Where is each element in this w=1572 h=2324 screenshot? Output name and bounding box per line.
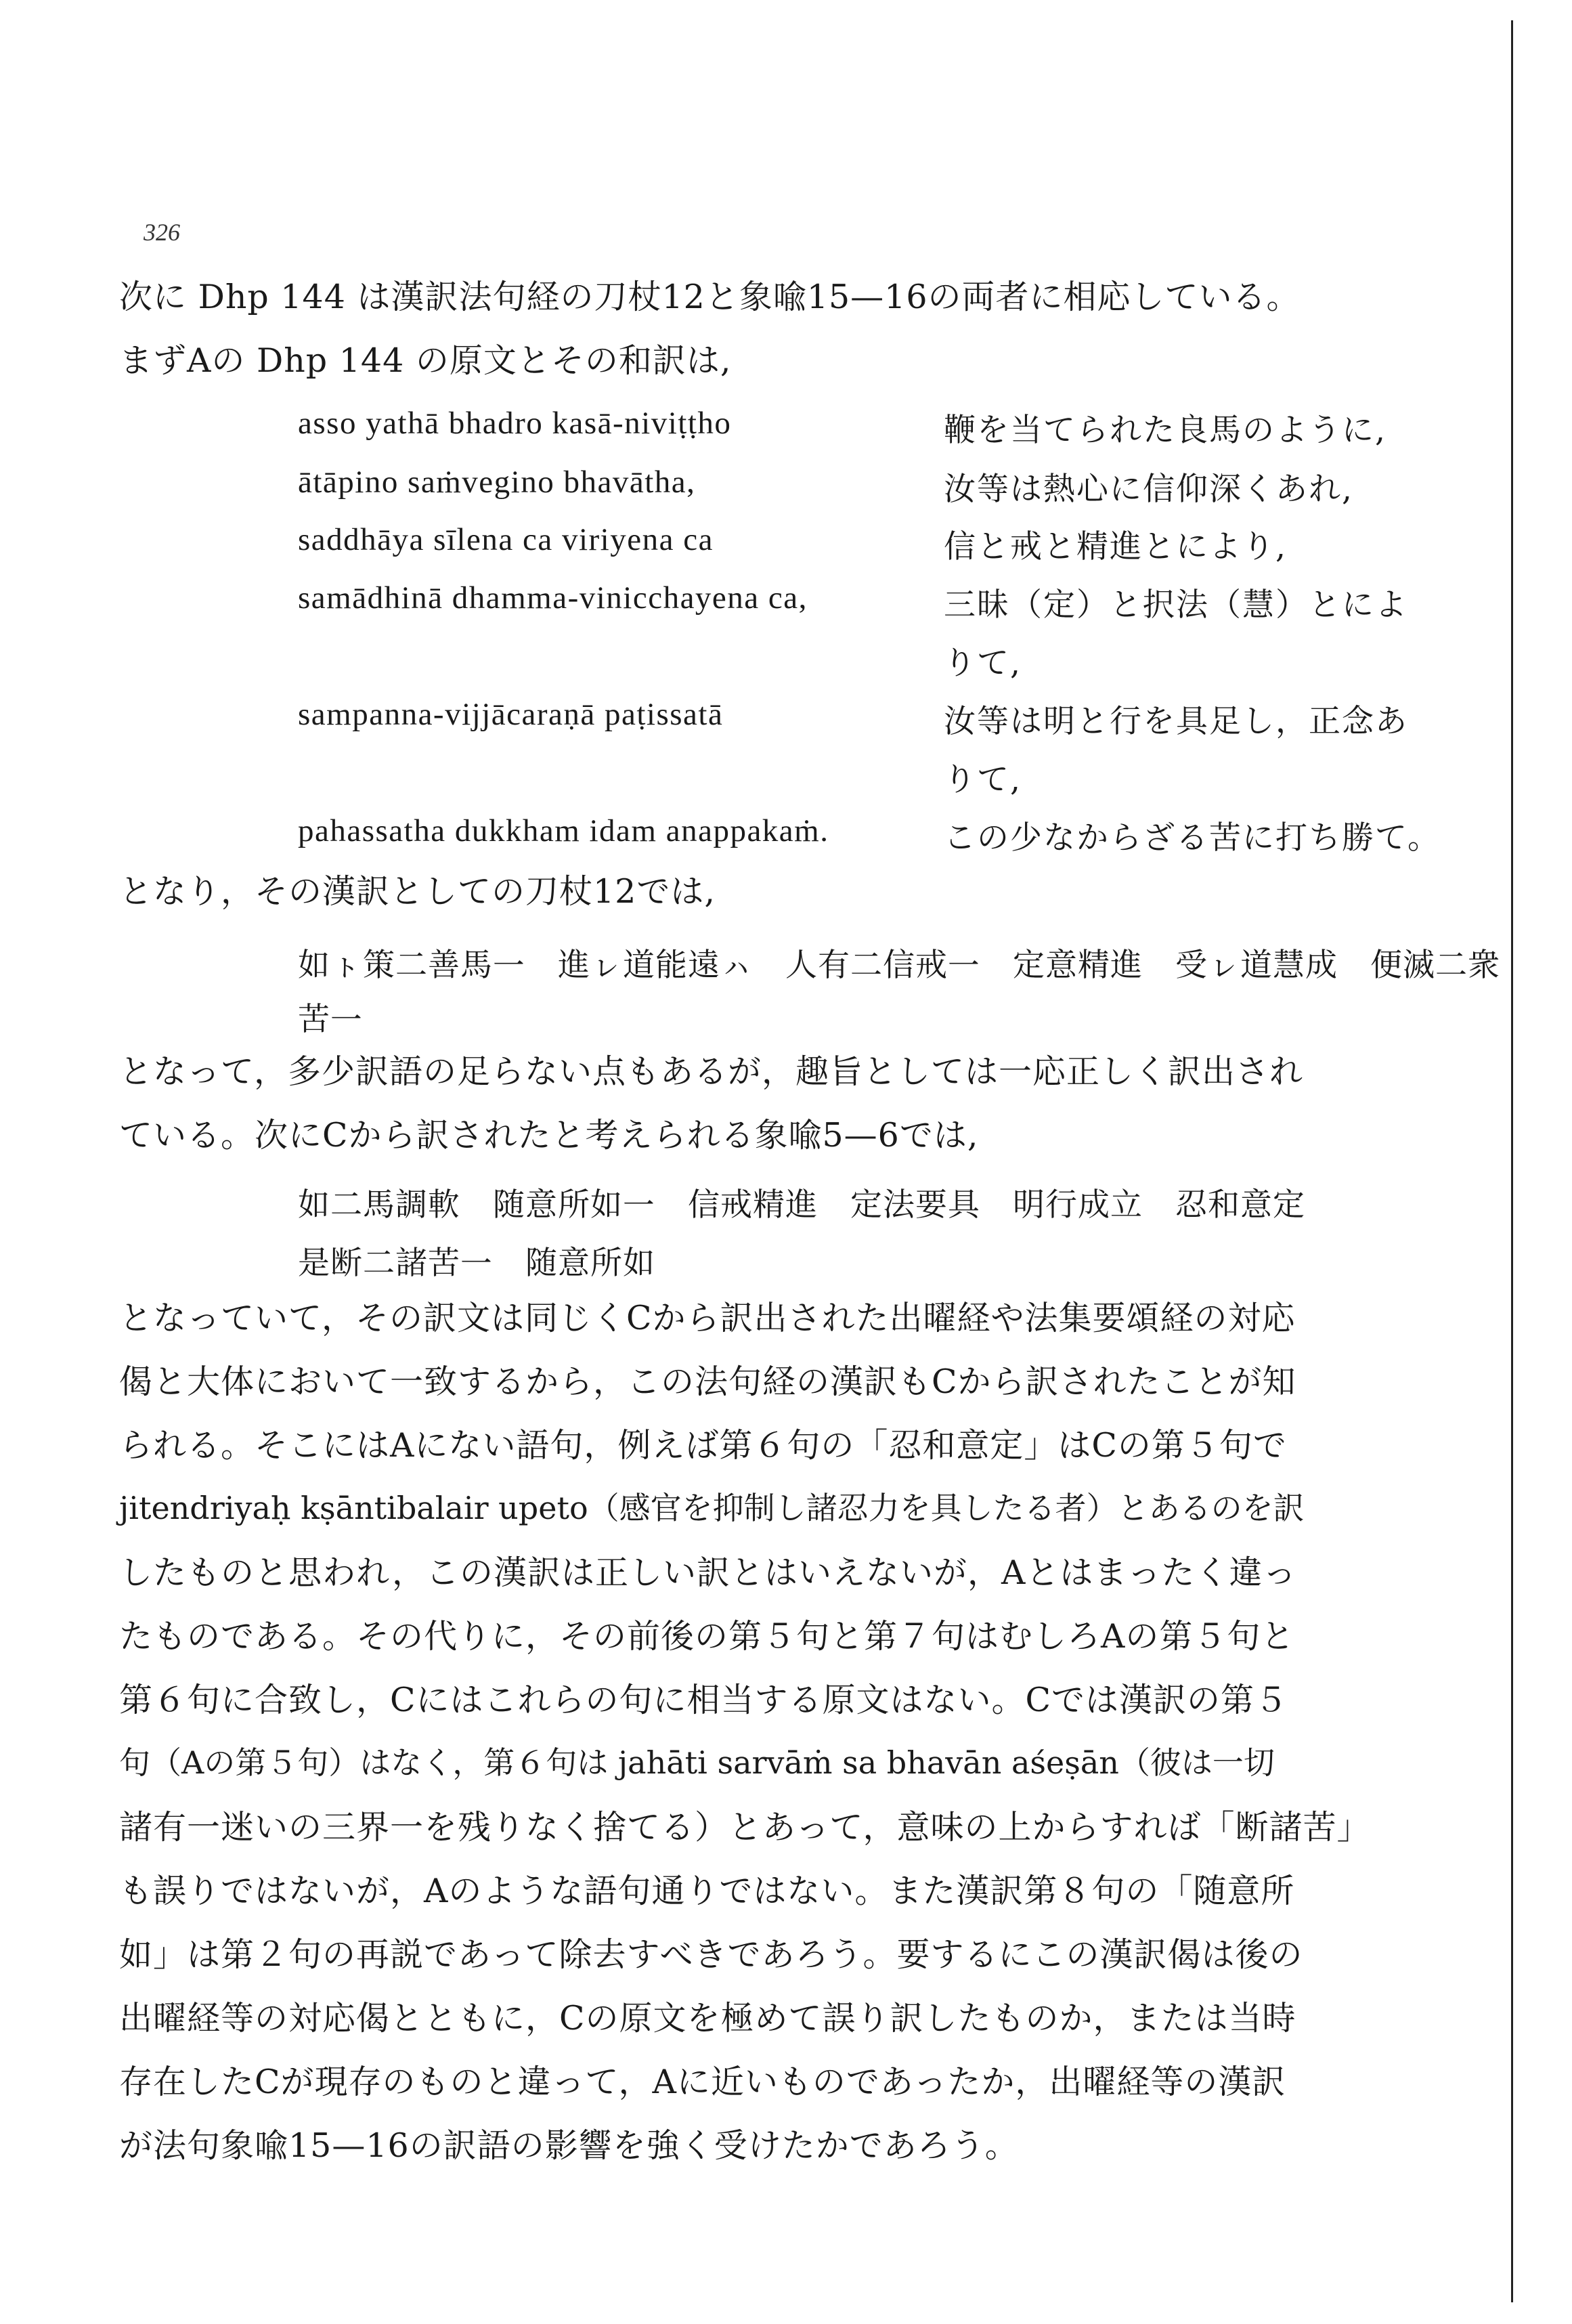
- pali-line: samādhinā dhamma-vinicchayena ca,: [298, 580, 808, 616]
- kanbun-line: 如ㇳ策㆓善馬㆒ 進ㇾ道能遠ㇵ 人有㆓信戒㆒ 定意精進 受ㇾ道慧成 便滅㆓衆: [298, 947, 1500, 984]
- kanbun-line: 如㆓馬調軟 随意所如㆒ 信戒精進 定法要具 明行成立 忍和意定: [298, 1186, 1305, 1224]
- pali-line: ātāpino saṁvegino bhavātha,: [298, 465, 696, 500]
- text-line: jitendriyaḥ kṣāntibalair upeto（感官を抑制し諸忍力を具したる者）とあるのを訳: [119, 1490, 1305, 1526]
- pali-line: pahassatha dukkham idam anappakaṁ.: [298, 813, 829, 848]
- translation-line: 信と戒と精進とにより,: [944, 528, 1287, 565]
- text-line: も誤りではないが，Aのような語句通りではない。また漢訳第８句の「随意所: [119, 1872, 1295, 1910]
- text-line: 次に Dhp 144 は漢訳法句経の刀杖12と象喩15—16の両者に相応している。: [119, 278, 1301, 316]
- translation-line: りて,: [944, 761, 1022, 798]
- translation-line: 三昧（定）と択法（慧）とによ: [944, 586, 1408, 624]
- translation-line: 汝等は熱心に信仰深くあれ,: [944, 471, 1353, 508]
- text-line: 句（Aの第５句）はなく，第６句は jahāti sarvāṁ sa bhavān aśeṣān（彼は一切: [119, 1744, 1275, 1781]
- translation-line: 汝等は明と行を具足し，正念あ: [944, 703, 1408, 740]
- text-line: たものである。その代りに，その前後の第５句と第７句はむしろAの第５句と: [119, 1617, 1295, 1656]
- text-line: となっていて，その訳文は同じくCから訳出された出曜経や法集要頌経の対応: [119, 1299, 1296, 1337]
- text-line: が法句象喩15—16の訳語の影響を強く受けたかであろう。: [119, 2126, 1019, 2165]
- text-line: したものと思われ，この漢訳は正しい訳とはいえないが，Aとはまったく違っ: [119, 1553, 1297, 1592]
- page-number: 326: [144, 219, 180, 246]
- text-line: となって，多少訳語の足らない点もあるが，趣旨としては一応正しく訳出され: [119, 1052, 1304, 1091]
- kanbun-line: 是断㆓諸苦㆒ 随意所如: [298, 1245, 655, 1282]
- text-line: られる。そこにはAにない語句，例えば第６句の「忍和意定」はCの第５句で: [119, 1426, 1287, 1465]
- text-line: 偈と大体において一致するから，この法句経の漢訳もCから訳されたことが知: [119, 1362, 1296, 1401]
- text-line: ている。次にCから訳されたと考えられる象喩5—6では,: [119, 1116, 979, 1155]
- text-line: まずAの Dhp 144 の原文とその和訳は,: [119, 341, 732, 380]
- translation-line: この少なからざる苦に打ち勝て。: [944, 819, 1441, 857]
- pali-line: asso yathā bhadro kasā-niviṭṭho: [298, 406, 732, 441]
- kanbun-line: 苦㆒: [298, 1001, 363, 1038]
- text-line: 如」は第２句の再説であって除去すべきであろう。要するにこの漢訳偈は後の: [119, 1935, 1303, 1974]
- translation-line: りて,: [944, 645, 1022, 682]
- translation-line: 鞭を当てられた良馬のように,: [944, 412, 1387, 449]
- text-line: 存在したCが現存のものと違って，Aに近いものであったか，出曜経等の漢訳: [119, 2063, 1286, 2101]
- pali-line: saddhāya sīlena ca viriyena ca: [298, 522, 714, 557]
- page-edge-rule: [1511, 20, 1513, 2302]
- text-line: 第６句に合致し，Cにはこれらの句に相当する原文はない。Cでは漢訳の第５: [119, 1681, 1288, 1719]
- text-line: 諸有一迷いの三界一を残りなく捨てる）とあって，意味の上からすれば「断諸苦」: [119, 1808, 1371, 1847]
- text-line: となり，その漢訳としての刀杖12では,: [119, 872, 716, 911]
- pali-line: sampanna-vijjācaraṇā paṭissatā: [298, 697, 724, 732]
- text-line: 出曜経等の対応偈とともに，Cの原文を極めて誤り訳したものか，または当時: [119, 1999, 1296, 2038]
